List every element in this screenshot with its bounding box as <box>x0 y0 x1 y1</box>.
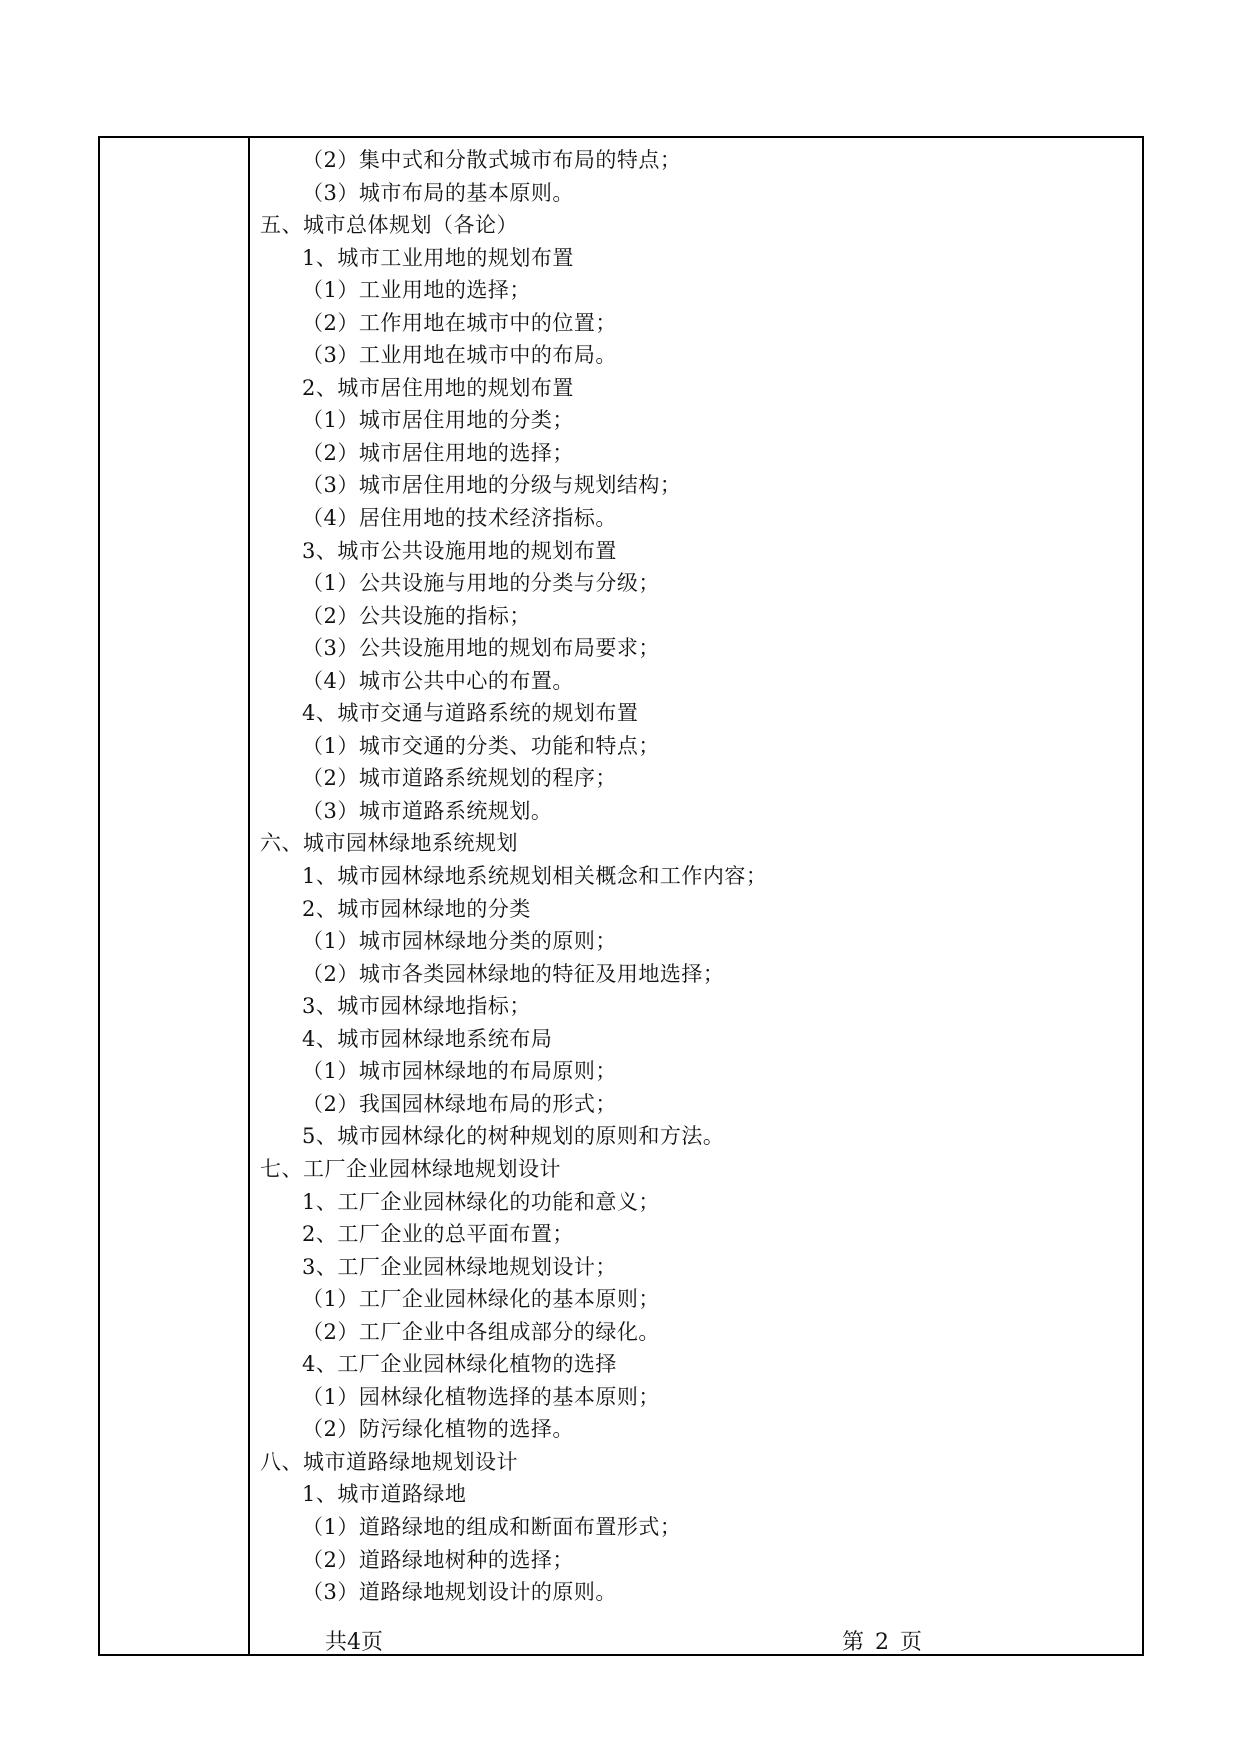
topic-item: （3）道路绿地规划设计的原则。 <box>302 1580 617 1605</box>
topic-item: （1）园林绿化植物选择的基本原则； <box>302 1384 660 1409</box>
section-heading: 五、城市总体规划（各论） <box>260 213 518 238</box>
topic-item: （3）城市布局的基本原则。 <box>302 180 574 205</box>
subsection-item: 1、城市园林绿地系统规划相关概念和工作内容； <box>302 864 768 889</box>
subsection-item: 3、城市公共设施用地的规划布置 <box>302 538 617 563</box>
topic-item: （2）城市居住用地的选择； <box>302 440 574 465</box>
topic-item: （2）公共设施的指标； <box>302 603 531 628</box>
topic-item: （3）城市居住用地的分级与规划结构； <box>302 473 682 498</box>
section-heading: 六、城市园林绿地系统规划 <box>260 831 518 856</box>
subsection-item: 1、工厂企业园林绿化的功能和意义； <box>302 1189 660 1214</box>
topic-item: （1）工业用地的选择； <box>302 278 531 303</box>
topic-item: （2）城市各类园林绿地的特征及用地选择； <box>302 961 725 986</box>
topic-item: （2）防污绿化植物的选择。 <box>302 1417 574 1442</box>
topic-item: （1）城市园林绿地分类的原则； <box>302 929 617 954</box>
total-pages: 共4页 <box>325 1630 383 1655</box>
subsection-item: 4、城市园林绿地系统布局 <box>302 1026 553 1051</box>
topic-item: （2）集中式和分散式城市布局的特点； <box>302 148 682 172</box>
topic-item: （2）我国园林绿地布局的形式； <box>302 1091 617 1116</box>
subsection-item: 1、城市工业用地的规划布置 <box>302 245 574 270</box>
table-left-column <box>100 138 250 1654</box>
topic-item: （1）城市交通的分类、功能和特点； <box>302 733 660 758</box>
topic-item: （3）工业用地在城市中的布局。 <box>302 343 617 368</box>
topic-item: （2）城市道路系统规划的程序； <box>302 766 617 791</box>
topic-item: （4）城市公共中心的布置。 <box>302 668 574 693</box>
topic-item: （1）道路绿地的组成和断面布置形式； <box>302 1514 682 1539</box>
current-page: 第 2 页 <box>842 1630 924 1655</box>
subsection-item: 3、工厂企业园林绿地规划设计； <box>302 1254 617 1279</box>
topic-item: （4）居住用地的技术经济指标。 <box>302 506 617 531</box>
topic-item: （1）工厂企业园林绿化的基本原则； <box>302 1287 660 1312</box>
subsection-item: 5、城市园林绿化的树种规划的原则和方法。 <box>302 1124 725 1149</box>
topic-item: （3）公共设施用地的规划布局要求； <box>302 636 660 661</box>
subsection-item: 4、工厂企业园林绿化植物的选择 <box>302 1352 617 1377</box>
syllabus-table <box>98 136 1144 1656</box>
topic-item: （1）公共设施与用地的分类与分级； <box>302 571 660 596</box>
section-heading: 七、工厂企业园林绿地规划设计 <box>260 1156 561 1181</box>
topic-item: （1）城市居住用地的分类； <box>302 408 574 433</box>
subsection-item: 2、工厂企业的总平面布置； <box>302 1222 574 1247</box>
topic-item: （3）城市道路系统规划。 <box>302 798 553 823</box>
subsection-item: 2、城市园林绿地的分类 <box>302 896 531 921</box>
topic-item: （2）道路绿地树种的选择； <box>302 1547 574 1572</box>
syllabus-content <box>260 144 1132 1609</box>
subsection-item: 2、城市居住用地的规划布置 <box>302 375 574 400</box>
topic-item: （2）工作用地在城市中的位置； <box>302 310 617 335</box>
topic-item: （2）工厂企业中各组成部分的绿化。 <box>302 1319 660 1344</box>
subsection-item: 3、城市园林绿地指标； <box>302 994 531 1019</box>
subsection-item: 4、城市交通与道路系统的规划布置 <box>302 701 639 726</box>
section-heading: 八、城市道路绿地规划设计 <box>260 1449 518 1474</box>
topic-item: （1）城市园林绿地的布局原则； <box>302 1059 617 1084</box>
subsection-item: 1、城市道路绿地 <box>302 1482 467 1507</box>
